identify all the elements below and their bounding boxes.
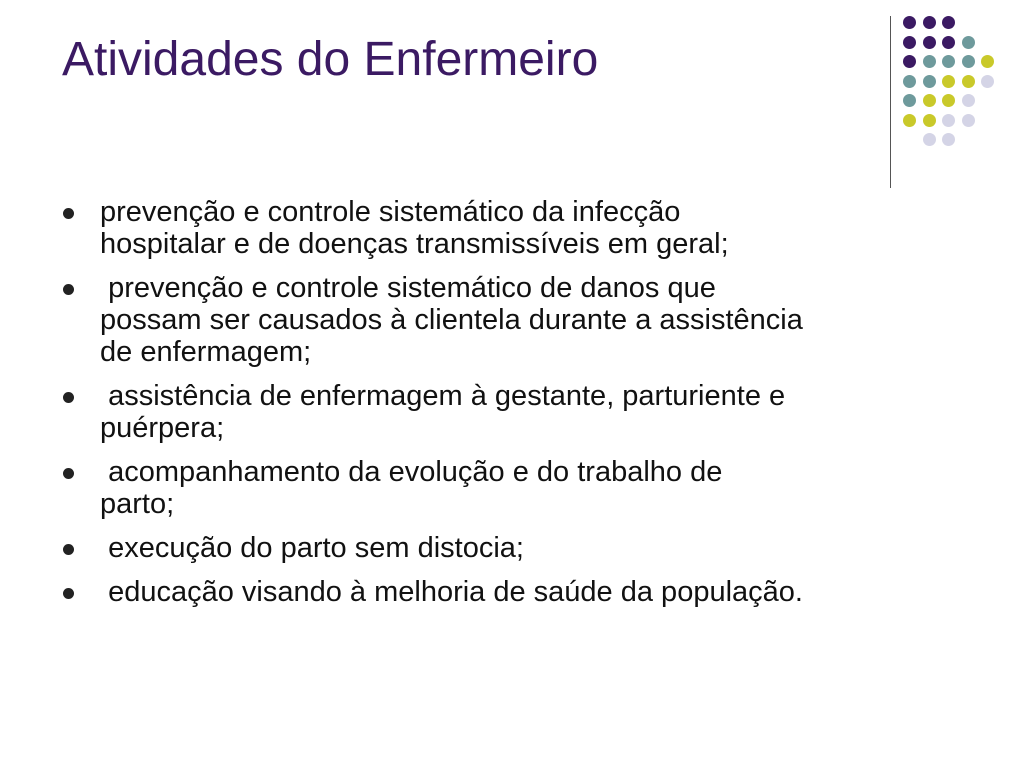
bullet-item	[0, 380, 1024, 444]
bullet-dot-icon	[63, 392, 74, 403]
decorative-dot	[923, 94, 936, 107]
decorative-dot	[942, 94, 955, 107]
bullet-text: educação visando à melhoria de saúde da população.	[100, 576, 803, 608]
decorative-dot	[923, 75, 936, 88]
bullet-item	[0, 576, 1024, 608]
decorative-dot	[942, 16, 955, 29]
decorative-dot	[923, 36, 936, 49]
decorative-dot	[962, 55, 975, 68]
decorative-dot	[923, 16, 936, 29]
bullet-text: execução do parto sem distocia;	[100, 532, 524, 564]
decorative-dot	[923, 55, 936, 68]
decorative-dot	[903, 55, 916, 68]
bullet-item	[0, 532, 1024, 564]
decorative-dot	[962, 36, 975, 49]
bullet-text: assistência de enfermagem à gestante, parturiente e puérpera;	[100, 380, 786, 444]
bullet-dot-icon	[63, 468, 74, 479]
decorative-dot	[903, 36, 916, 49]
decorative-dot	[981, 55, 994, 68]
decorative-dot	[942, 55, 955, 68]
decorative-dot	[962, 75, 975, 88]
bullet-text: prevenção e controle sistemático da infecção hospitalar e de doenças transmissíveis em geral;	[100, 196, 729, 260]
bullet-item	[0, 272, 1024, 368]
bullet-dot-icon	[63, 544, 74, 555]
decorative-dot	[903, 114, 916, 127]
decorative-dot	[903, 94, 916, 107]
decorative-dot	[923, 114, 936, 127]
decorative-dot	[942, 133, 955, 146]
decorative-dot	[903, 16, 916, 29]
bullet-list	[0, 196, 1024, 620]
decorative-dot	[923, 133, 936, 146]
bullet-dot-icon	[63, 208, 74, 219]
title-divider-line	[890, 16, 891, 188]
decorative-dot	[942, 114, 955, 127]
bullet-text: acompanhamento da evolução e do trabalho de parto;	[100, 456, 723, 520]
bullet-text: prevenção e controle sistemático de danos que possam ser causados à clientela durante a assistência de enfermagem;	[100, 272, 803, 368]
slide-title: Atividades do Enfermeiro	[62, 33, 599, 86]
decorative-dot	[962, 114, 975, 127]
bullet-dot-icon	[63, 588, 74, 599]
decorative-dot-grid	[0, 0, 1024, 200]
bullet-item	[0, 196, 1024, 260]
decorative-dot	[903, 75, 916, 88]
decorative-dot	[962, 94, 975, 107]
decorative-dot	[981, 75, 994, 88]
bullet-item	[0, 456, 1024, 520]
bullet-dot-icon	[63, 284, 74, 295]
decorative-dot	[942, 36, 955, 49]
decorative-dot	[942, 75, 955, 88]
